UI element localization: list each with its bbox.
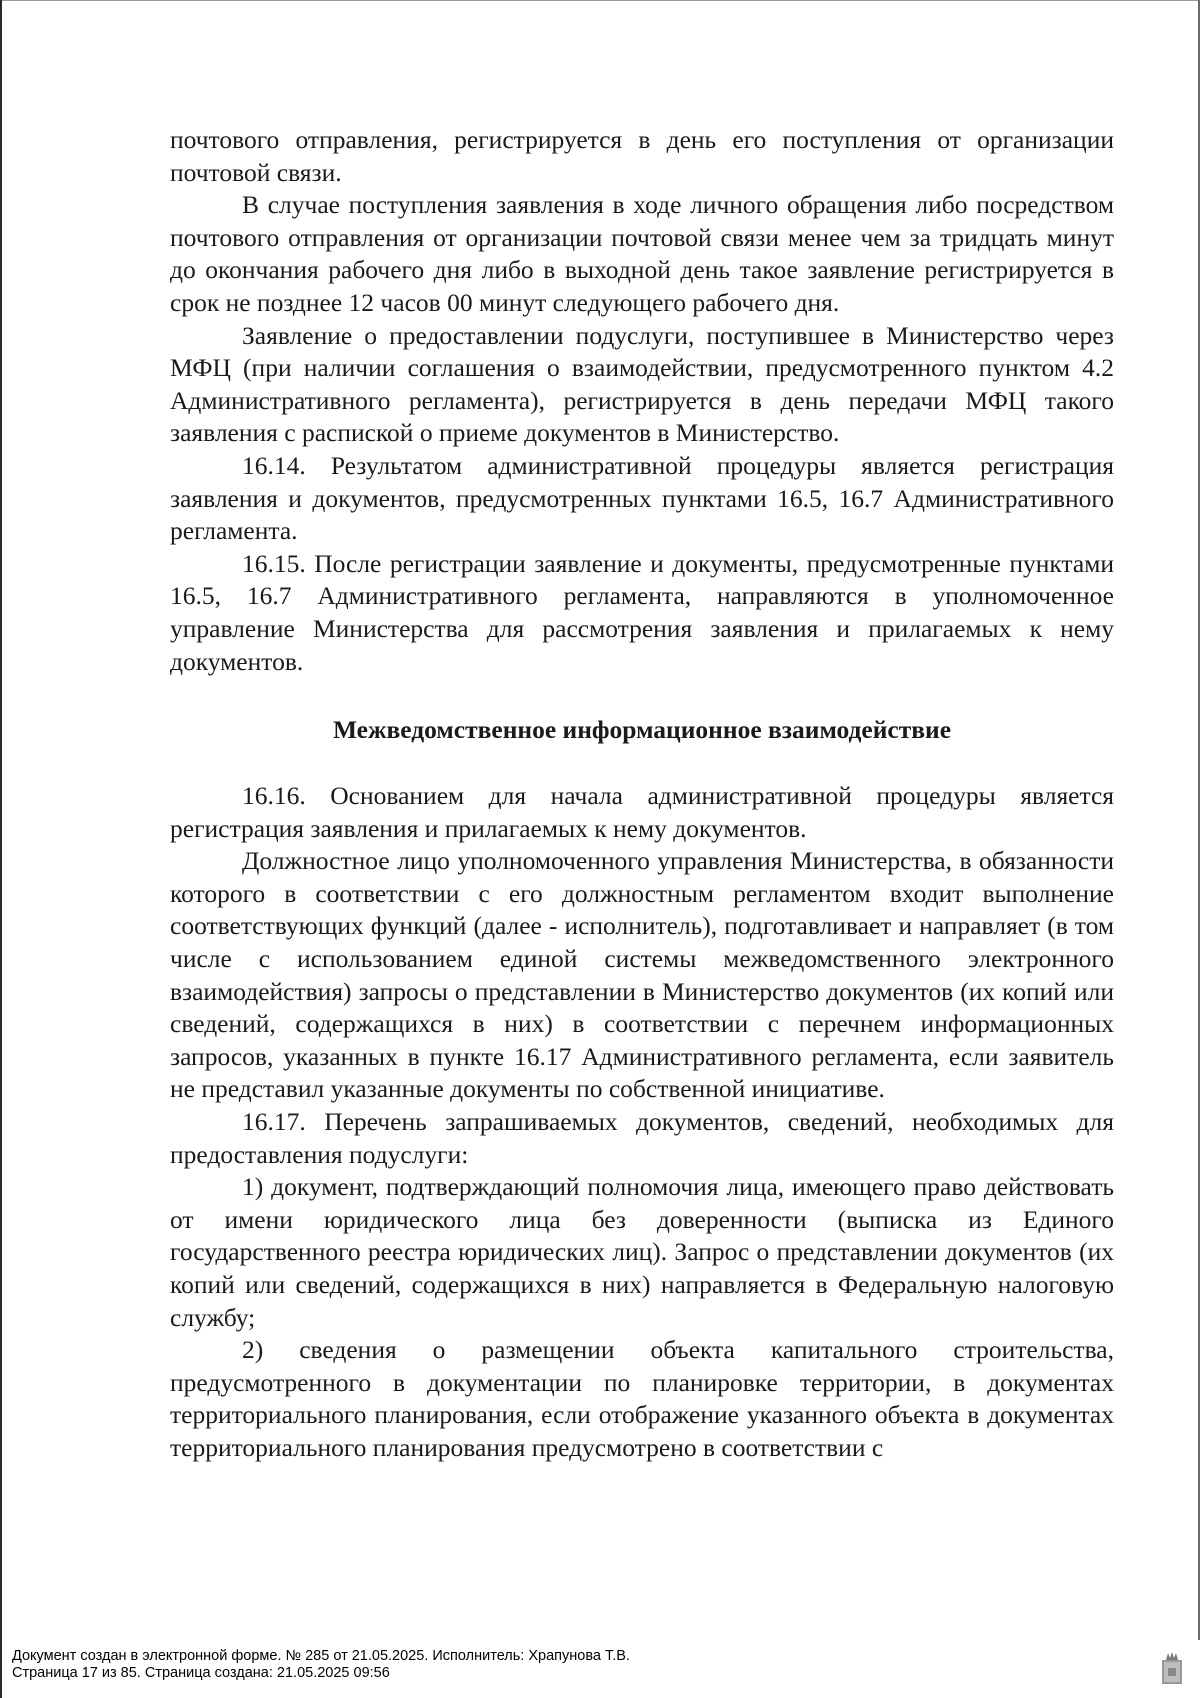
paragraph-1: почтового отправления, регистрируется в день его поступления от организации почтовой связи. bbox=[170, 125, 1114, 187]
paragraph-2: В случае поступления заявления в ходе личного обращения либо посредством почтового отправления от организации почтовой связи менее чем за тридцать минут до окончания рабочего дня либо в выходной день такое заявление регистрируется в срок не позднее 12 часов 00 минут следующего рабочего дня. bbox=[170, 190, 1114, 317]
page-left-border bbox=[0, 0, 2, 1698]
paragraph-16-17: 16.17. Перечень запрашиваемых документов, сведений, необходимых для предоставления подуслуги: bbox=[170, 1107, 1114, 1169]
paragraph-official: Должностное лицо уполномоченного управления Министерства, в обязанности которого в соответствии с его должностным регламентом входит выполнение соответствующих функций (далее - исполнитель), подготавливает и направляет (в том числе с использованием единой системы межведомственного электронного взаимодействия) запросы о представлении в Министерство документов (их копий или сведений, содержащихся в них) в соответствии с перечнем информационных запросов, указанных в пункте 16.17 Административного регламента, если заявитель не представил указанные документы по собственной инициативе. bbox=[170, 846, 1114, 1104]
list-item-2: 2) сведения о размещении объекта капитального строительства, предусмотренного в документации по планировке территории, в документах территориального планирования, если отображение указанного объекта в документах территориального планирования предусмотрено в соответствии с bbox=[170, 1335, 1114, 1462]
paragraph-16-15: 16.15. После регистрации заявление и документы, предусмотренные пунктами 16.5, 16.7 Административного регламента, направляются в уполномоченное управление Министерства для рассмотрения заявления и прилагаемых к нему документов. bbox=[170, 548, 1114, 676]
paragraph-3: Заявление о предоставлении подуслуги, поступившее в Министерство через МФЦ (при наличии соглашения о взаимодействии, предусмотренного пунктом 4.2 Административного регламента), регистрируется в день передачи МФЦ такого заявления с распиской о приеме документов в Министерство. bbox=[170, 320, 1114, 448]
paragraph-16-16: 16.16. Основанием для начала административной процедуры является регистрация заявления и прилагаемых к нему документов. bbox=[170, 781, 1114, 843]
page-top-border bbox=[0, 0, 1200, 5]
list-item-1: 1) документ, подтверждающий полномочия лица, имеющего право действовать от имени юридического лица без доверенности (выписка из Единого государственного реестра юридических лиц). Запрос о представлении документов (их копий или сведений, содержащихся в них) направляется в Федеральную налоговую службу; bbox=[170, 1172, 1114, 1332]
document-page bbox=[170, 124, 1114, 1465]
section-heading: Межведомственное информационное взаимодействие bbox=[332, 715, 952, 745]
footer-line-2: Страница 17 из 85. Страница создана: 21.05.2025 09:56 bbox=[12, 1664, 390, 1681]
footer-line-1: Документ создан в электронной форме. № 285 от 21.05.2025. Исполнитель: Храпунова Т.В. bbox=[12, 1648, 630, 1664]
document-footer bbox=[12, 1648, 630, 1681]
coat-of-arms-icon bbox=[1160, 1650, 1184, 1686]
paragraph-16-14: 16.14. Результатом административной процедуры является регистрация заявления и документов, предусмотренных пунктами 16.5, 16.7 Административного регламента. bbox=[170, 450, 1114, 546]
